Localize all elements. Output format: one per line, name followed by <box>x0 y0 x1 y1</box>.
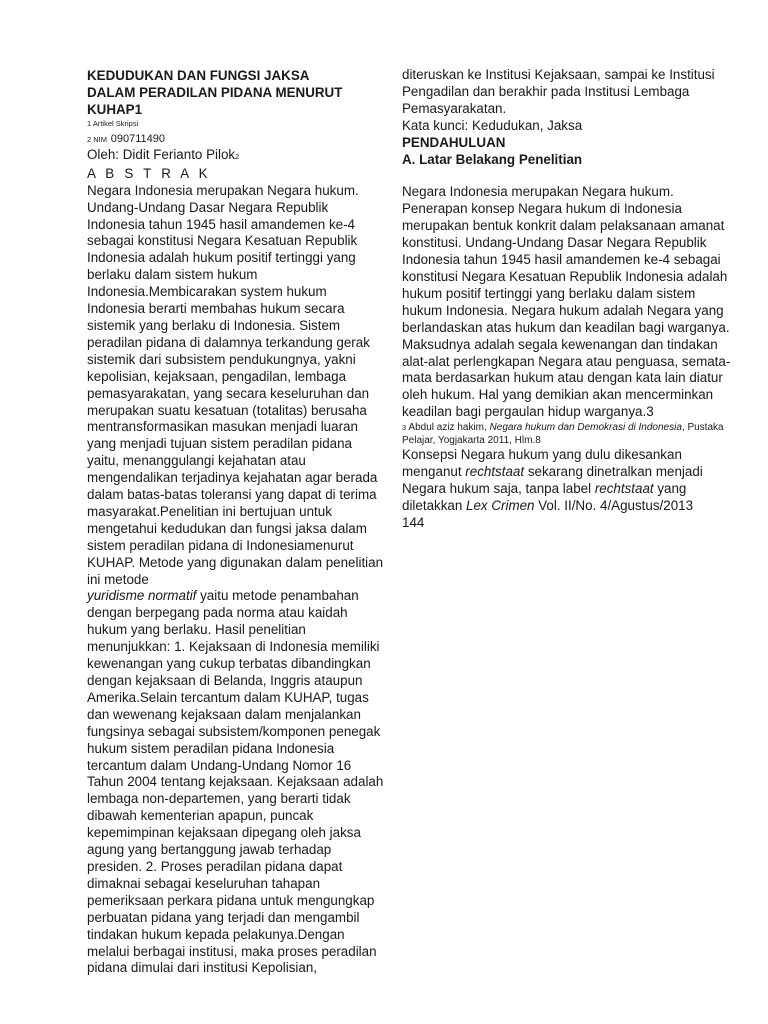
footnote-1: 1 Artikel Skripsi <box>87 119 139 128</box>
article-title-line-2: DALAM PERADILAN PIDANA MENURUT <box>87 85 343 100</box>
abstract-paragraph-4: tercantum dalam Undang-Undang Nomor 16 Tahun 2004 tentang kejaksaan. Kejaksaan adalah lembaga non-departemen, yang berarti tidak dibawah kementerian apapun, puncak kepemimpinan kejaksaan dipegang oleh jaksa agung yang bertanggung jawab terhadap presiden. 2. Proses peradilan pidana dapat dimaknai sebagai keseluruhan tahapan pemeriksaan perkara pidana untuk mengungkap perbuatan pidana yang terjadi dan mengambil tindakan hukum kepada pelakunya.Dengan melalui berbagai institusi, maka proses peradilan pidana dimulai dari institusi Kepolisian, <box>87 757 384 976</box>
spacer <box>402 168 734 184</box>
footnote-2-value: 090711490 <box>110 133 165 145</box>
intro-heading: PENDAHULUAN <box>402 134 506 150</box>
abstract-heading: A B S T R A K <box>87 165 211 181</box>
footnote-3-title: Negara hukum dan Demokrasi di Indonesia <box>489 422 682 434</box>
footnote-3-author: Abdul aziz hakim, <box>406 422 490 434</box>
page-number: 144 <box>402 514 425 530</box>
abstract-paragraph-3-text: yaitu metode penambahan dengan berpegang pada norma atau kaidah hukum yang berlaku. Hasil penelitian menunjukkan: 1. Kejaksaan di Indonesia memiliki kewenangan yang cukup terbatas dibandingkan dengan kejaksaan di Belanda, Inggris ataupun Amerika.Selain tercantum dalam KUHAP, tugas dan wewenang kejaksaan dalam menjalankan fungsinya sebagai subsistem/komponen penegak hukum sistem peradilan pidana Indonesia <box>87 588 381 756</box>
author-footnote-mark: 2 <box>235 151 240 161</box>
concept-paragraph <box>402 447 734 515</box>
article-title-line-1: KEDUDUKAN DAN FUNGSI JAKSA <box>87 68 310 83</box>
abstract-paragraph-1: Negara Indonesia merupakan Negara hukum. Undang-Undang Dasar Negara Republik Indonesia tahun 1945 hasil amandemen ke-4 sebagai konstitusi Negara Kesatuan Republik Indonesia adalah hukum positif tertinggi yang berlaku dalam sistem hukum <box>87 182 359 283</box>
journal-name: Lex Crimen <box>466 497 535 513</box>
left-column <box>87 67 385 977</box>
concept-term-2: rechtstaat <box>594 480 654 496</box>
concept-text-a: Konsepsi Negara hukum yang dulu dikesankan menganut <box>402 447 682 480</box>
keywords: Kata kunci: Kedudukan, Jaksa <box>402 117 583 133</box>
author-line <box>87 147 385 166</box>
author-name: Oleh: Didit Ferianto Pilok <box>87 146 236 162</box>
abstract-paragraph-3 <box>87 588 385 757</box>
footnote-2 <box>87 130 385 147</box>
footnote-2-mark: 2 NIM <box>87 135 108 144</box>
concept-text-c: yang diletakkan <box>402 480 687 513</box>
abstract-continuation: diteruskan ke Institusi Kejaksaan, sampai ke Institusi Pengadilan dan berakhir pada Institusi Lembaga Pemasyarakatan. <box>402 67 715 116</box>
section-heading: A. Latar Belakang Penelitian <box>402 151 583 167</box>
footnote-3-rest: , Pustaka Pelajar, Yogjakarta 2011, Hlm.8 <box>402 422 724 447</box>
journal-issue: Vol. II/No. 4/Agustus/2013 <box>534 497 694 513</box>
concept-text-b: sekarang dinetralkan menjadi Negara hukum saja, tanpa label <box>402 464 703 496</box>
footnote-3 <box>402 421 734 447</box>
concept-term-1: rechtstaat <box>465 464 525 480</box>
article-title-line-3: KUHAP1 <box>87 102 143 117</box>
method-term: yuridisme normatif <box>87 588 197 604</box>
intro-paragraph: Negara Indonesia merupakan Negara hukum. Penerapan konsep Negara hukum di Indonesia merupakan bentuk konkrit dalam pelaksanaan amanat konstitusi. Undang-Undang Dasar Negara Republik Indonesia tahun 1945 hasil amandemen ke-4 sebagai konstitusi Negara Kesatuan Republik Indonesia adalah hukum positif tertinggi yang berlaku dalam sistem hukum Indonesia. Negara hukum adalah Negara yang berlandaskan atas hukum dan keadilan bagi warganya. Maksudnya adalah segala kewenangan dan tindakan alat-alat perlengkapan Negara atau penguasa, semata-mata berdasarkan hukum atau dengan kata lain diatur oleh hukum. Hal yang demikian akan mencerminkan keadilan bagi pergaulan hidup warganya.3 <box>402 184 731 420</box>
right-column <box>402 67 734 532</box>
abstract-paragraph-2: Indonesia.Membicarakan system hukum Indonesia berarti membahas hukum secara sistemik yang berlaku di Indonesia. Sistem peradilan pidana di dalamnya terkandung gerak sistemik dari subsistem pendukungnya, yakni kepolisian, kejaksaan, pengadilan, lembaga pemasyarakatan, yang secara keseluruhan dan merupakan suatu kesatuan (totalitas) berusaha mentransformasikan masukan menjadi luaran yang menjadi tujuan sistem peradilan pidana yaitu, menanggulangi kejahatan atau mengendalikan terjadinya kejahatan agar berada dalam batas-batas toleransi yang dapat di terima masyarakat.Penelitian ini bertujuan untuk mengetahui kedudukan dan fungsi jaksa dalam sistem peradilan pidana di Indonesiamenurut KUHAP. Metode yang digunakan dalam penelitian ini metode <box>87 284 384 587</box>
footnote-3-mark: 3 <box>402 423 407 433</box>
